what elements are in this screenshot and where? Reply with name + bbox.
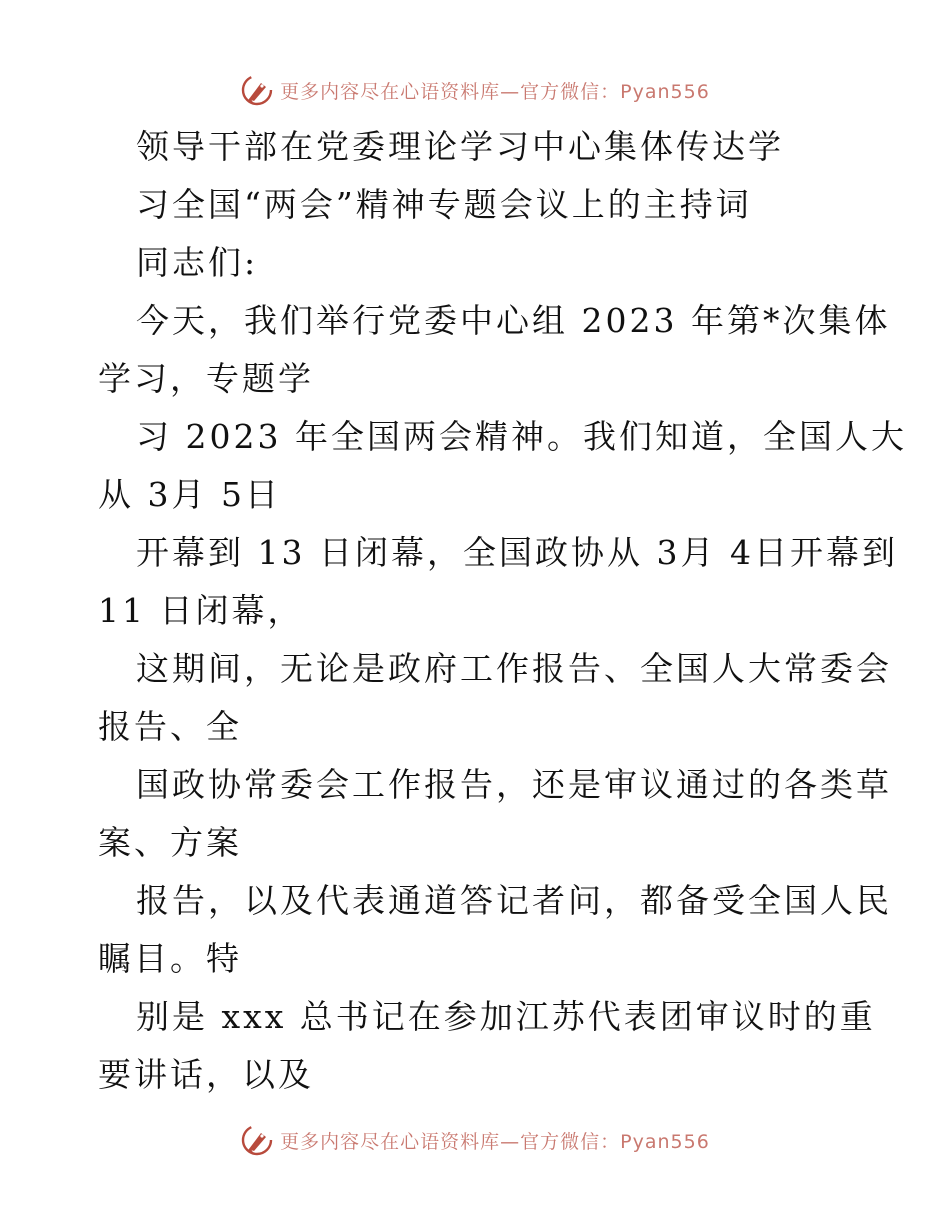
paragraph-line: 习 2023 年全国两会精神。我们知道，全国人大 xyxy=(136,417,907,456)
document-body xyxy=(98,118,907,1104)
footer-watermark-banner xyxy=(0,1120,950,1160)
paragraph-line: 瞩目。特 xyxy=(98,939,242,978)
paragraph-line: 学习，专题学 xyxy=(98,359,314,398)
paragraph-line: 11 日闭幕， xyxy=(98,591,304,630)
paragraph-line: 国政协常委会工作报告，还是审议通过的各类草 xyxy=(136,765,892,804)
title-line-1: 领导干部在党委理论学习中心集体传达学 xyxy=(136,127,784,166)
salutation: 同志们: xyxy=(136,243,259,282)
paragraph-line: 这期间，无论是政府工作报告、全国人大常委会 xyxy=(136,649,892,688)
paragraph-line: 今天，我们举行党委中心组 2023 年第*次集体 xyxy=(136,301,891,340)
paragraph-line: 要讲话，以及 xyxy=(98,1055,314,1094)
watermark-text: 更多内容尽在心语资料库—官方微信：Pyan556 xyxy=(280,80,710,103)
paragraph-line: 报告、全 xyxy=(98,707,242,746)
watermark-text: 更多内容尽在心语资料库—官方微信：Pyan556 xyxy=(280,1130,710,1153)
paragraph-line: 开幕到 13 日闭幕，全国政协从 3月 4日开幕到 xyxy=(136,533,898,572)
paragraph-line: 报告，以及代表通道答记者问，都备受全国人民 xyxy=(136,881,892,920)
paragraph-line: 别是 xxx 总书记在参加江苏代表团审议时的重 xyxy=(136,997,876,1036)
header-watermark-banner xyxy=(0,70,950,110)
paragraph-line: 从 3月 5日 xyxy=(98,475,281,514)
pen-nib-logo-icon xyxy=(240,1123,274,1157)
pen-nib-logo-icon xyxy=(240,73,274,107)
title-line-2: 习全国“两会”精神专题会议上的主持词 xyxy=(136,185,752,224)
paragraph-line: 案、方案 xyxy=(98,823,242,862)
